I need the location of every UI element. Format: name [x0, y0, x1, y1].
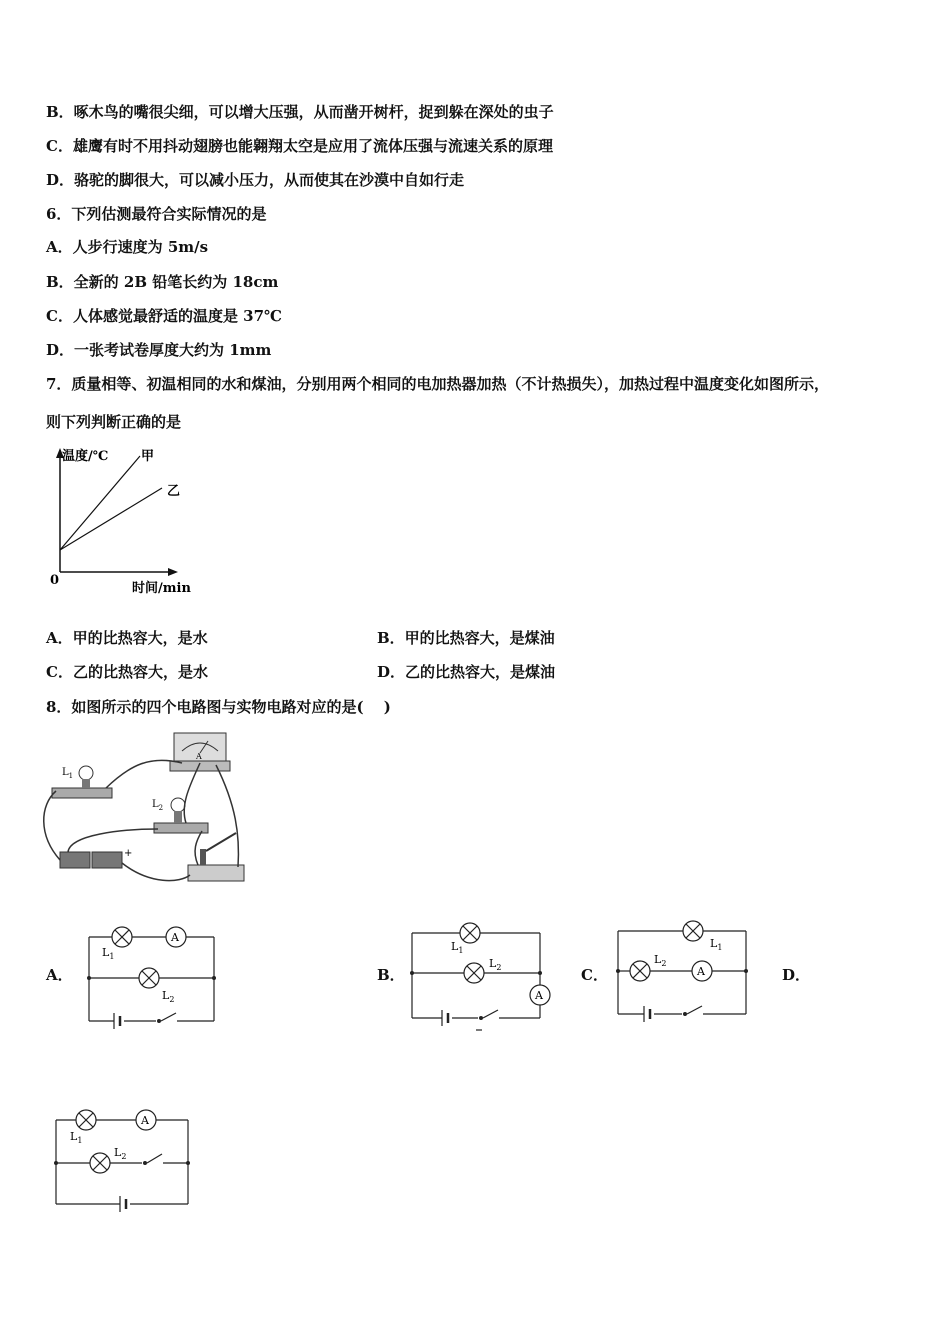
svg-text:A: A [141, 1114, 149, 1127]
q6-option-a: A．人步行速度为 5m/s [46, 238, 209, 256]
meter-label: A [196, 752, 202, 761]
label-l2: $L_2$ [114, 1146, 127, 1161]
q6-stem: 6．下列估测最符合实际情况的是 [46, 205, 267, 223]
series-label-yi: 乙 [167, 484, 181, 499]
q7-stem: 7．质量相等、初温相同的水和煤油，分别用两个相同的电加热器加热（不计热损失），加热过程中温度变化如图所示， [46, 375, 829, 393]
svg-text:A: A [171, 931, 179, 944]
origin-label: 0 [50, 573, 60, 588]
series-line-jia [60, 456, 140, 550]
q6-option-b: B．全新的 2B 铅笔长约为 18cm [46, 273, 279, 291]
series-line-yi [60, 488, 162, 550]
label-l1: $L_1$ [451, 940, 464, 955]
circuit-option-a-label: A． [46, 966, 73, 984]
q7-option-d: D．乙的比热容大，是煤油 [377, 663, 556, 681]
circuit-option-d-label: D． [782, 966, 811, 984]
q5-option-c: C．雄鹰有时不用抖动翅膀也能翱翔太空是应用了流体压强与流速关系的原理 [46, 137, 553, 155]
physical-circuit-image [40, 725, 250, 895]
label-l2: $L_2$ [489, 957, 502, 972]
battery-plus: + [124, 848, 133, 859]
q5-option-b: B．啄木鸟的嘴很尖细，可以增大压强，从而凿开树杆，捉到躲在深处的虫子 [46, 103, 554, 121]
label-l1: $L_1$ [710, 937, 723, 952]
circuit-diagram-a [80, 925, 225, 1030]
q7-stem-continued: 则下列判断正确的是 [46, 413, 182, 431]
q7-option-a: A．甲的比热容大，是水 [46, 629, 208, 647]
photo-label-l1: $L_1$ [62, 767, 74, 780]
circuit-diagram-c [610, 915, 755, 1025]
q7-option-c: C．乙的比热容大，是水 [46, 663, 208, 681]
label-l1: $L_1$ [102, 946, 115, 961]
circuit-option-b-label: B． [377, 966, 405, 984]
label-l1: $L_1$ [70, 1130, 83, 1145]
series-label-jia: 甲 [141, 449, 155, 464]
label-l2: $L_2$ [654, 953, 667, 968]
svg-text:A: A [535, 989, 543, 1002]
x-axis-label: 时间/min [132, 581, 191, 596]
svg-text:A: A [697, 965, 705, 978]
y-axis-label: 温度/℃ [62, 449, 109, 464]
label-l2: $L_2$ [162, 989, 175, 1004]
temperature-time-graph [40, 440, 220, 600]
circuit-diagram-d [48, 1108, 198, 1218]
q5-option-d: D．骆驼的脚很大，可以减小压力，从而使其在沙漠中自如行走 [46, 171, 465, 189]
q8-stem: 8．如图所示的四个电路图与实物电路对应的是( ) [46, 698, 391, 716]
photo-label-l2: $L_2$ [152, 799, 164, 812]
q6-option-c: C．人体感觉最舒适的温度是 37℃ [46, 307, 283, 325]
q7-option-b: B．甲的比热容大，是煤油 [377, 629, 555, 647]
circuit-diagram-b [404, 920, 559, 1032]
circuit-option-c-label: C． [581, 966, 608, 984]
q6-option-d: D．一张考试卷厚度大约为 1mm [46, 341, 272, 359]
